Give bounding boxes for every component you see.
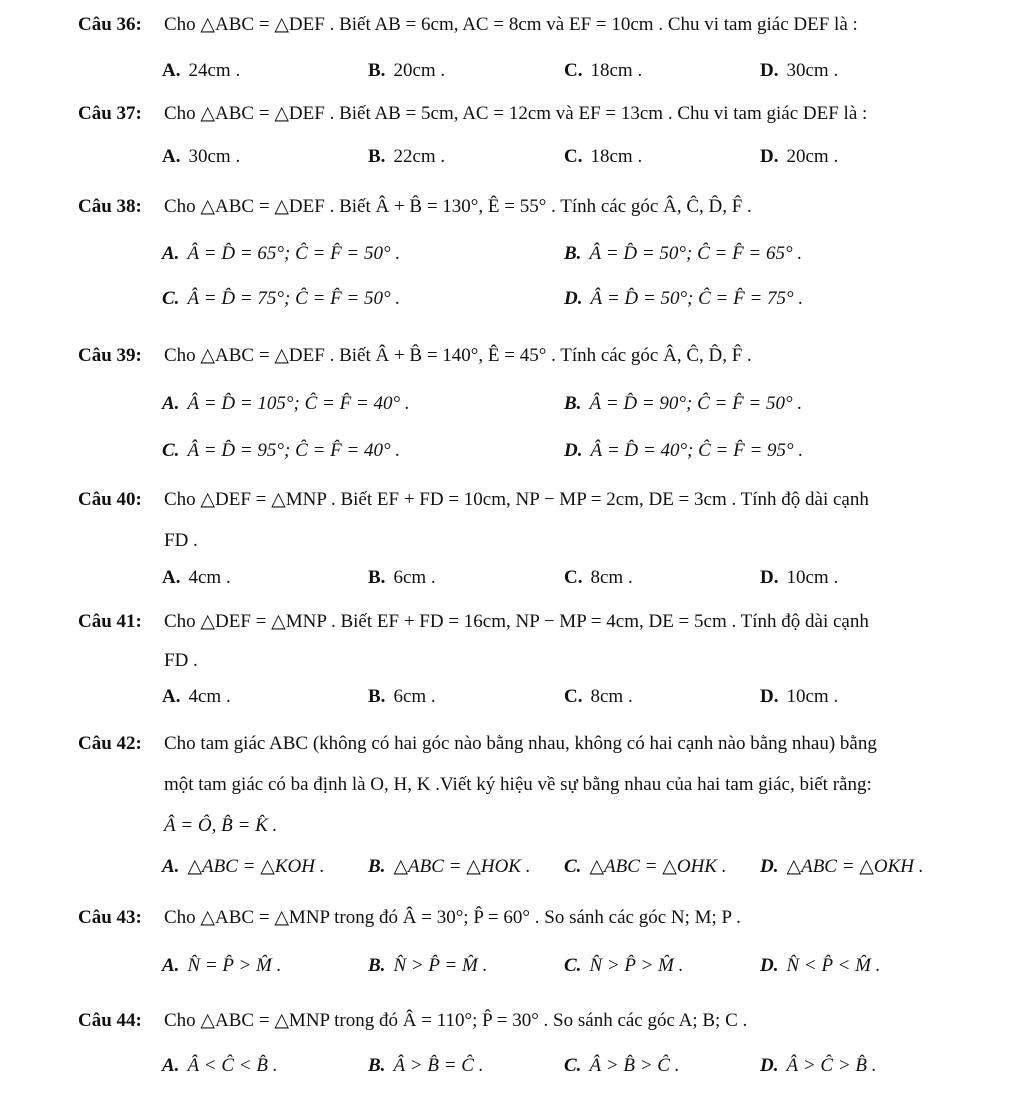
option-letter: B.: [564, 393, 582, 414]
option-text: 10cm .: [786, 567, 839, 588]
question-41: [78, 611, 972, 633]
question-label: Câu 38:: [78, 196, 142, 217]
option-letter: C.: [564, 146, 583, 167]
option-letter: B.: [368, 856, 386, 877]
option-letter: C.: [564, 60, 583, 81]
option-letter: B.: [368, 686, 386, 707]
option-text: N̂ > P̂ > M̂ .: [589, 955, 684, 976]
option-letter: C.: [564, 567, 583, 588]
option-letter: B.: [368, 567, 386, 588]
option-text: N̂ = P̂ > M̂ .: [187, 955, 282, 976]
option-d[interactable]: [760, 60, 838, 82]
question-label: Câu 43:: [78, 907, 142, 928]
question-text: một tam giác có ba định là O, H, K .Viết ký hiệu về sự bằng nhau của hai tam giác, biết rằng:: [164, 774, 872, 795]
option-c[interactable]: [564, 1055, 679, 1077]
option-text: Â = D̂ = 90°; Ĉ = F̂ = 50° .: [589, 393, 803, 414]
option-text: Â = D̂ = 50°; Ĉ = F̂ = 75° .: [590, 288, 804, 309]
question-40: [78, 489, 972, 511]
option-letter: A.: [162, 243, 180, 264]
option-text: Â = D̂ = 95°; Ĉ = F̂ = 40° .: [187, 440, 401, 461]
option-text: 10cm .: [786, 686, 839, 707]
option-b[interactable]: [368, 146, 445, 168]
question-text: Cho △ABC = △DEF . Biết AB = 5cm, AC = 12cm và EF = 13cm . Chu vi tam giác DEF là :: [164, 103, 868, 124]
option-text: 8cm .: [590, 686, 633, 707]
question-42: [78, 733, 972, 755]
option-b[interactable]: [564, 243, 802, 265]
option-letter: D.: [760, 1055, 779, 1076]
option-text: Â > B̂ = Ĉ .: [393, 1055, 484, 1076]
option-c[interactable]: [564, 567, 633, 589]
question-label: Câu 44:: [78, 1010, 142, 1031]
option-text: Â = D̂ = 40°; Ĉ = F̂ = 95° .: [590, 440, 804, 461]
option-text: 18cm .: [590, 146, 643, 167]
option-text: 8cm .: [590, 567, 633, 588]
question-40-cont: [78, 530, 972, 552]
option-letter: A.: [162, 567, 181, 588]
option-text: 4cm .: [188, 567, 231, 588]
option-letter: A.: [162, 393, 180, 414]
option-c[interactable]: [162, 288, 400, 310]
option-a[interactable]: [162, 686, 231, 708]
option-a[interactable]: [162, 856, 324, 878]
option-text: 20cm .: [393, 60, 446, 81]
option-b[interactable]: [564, 393, 802, 415]
question-label: Câu 37:: [78, 103, 142, 124]
question-41-cont: [78, 650, 972, 672]
option-letter: B.: [368, 60, 386, 81]
option-d[interactable]: [760, 567, 838, 589]
option-c[interactable]: [564, 146, 642, 168]
option-b[interactable]: [368, 60, 445, 82]
option-text: 6cm .: [393, 686, 436, 707]
option-c[interactable]: [564, 60, 642, 82]
option-letter: C.: [162, 440, 180, 461]
option-letter: D.: [760, 955, 779, 976]
option-c[interactable]: [564, 686, 633, 708]
question-label: Câu 39:: [78, 345, 142, 366]
option-d[interactable]: [760, 955, 880, 977]
question-text: Cho △ABC = △DEF . Biết Â + B̂ = 130°, Ê = 55° . Tính các góc Â, Ĉ, D̂, F̂ .: [164, 196, 752, 217]
question-text: Cho △ABC = △MNP trong đó Â = 30°; P̂ = 60° . So sánh các góc N; M; P .: [164, 907, 741, 928]
option-text: Â = D̂ = 50°; Ĉ = F̂ = 65° .: [589, 243, 803, 264]
option-text: △ABC = △OKH .: [786, 856, 924, 877]
option-text: Â = D̂ = 75°; Ĉ = F̂ = 50° .: [187, 288, 401, 309]
option-d[interactable]: [760, 686, 838, 708]
question-label: Câu 42:: [78, 733, 142, 754]
option-text: 30cm .: [786, 60, 839, 81]
option-text: N̂ < P̂ < M̂ .: [786, 955, 881, 976]
option-b[interactable]: [368, 567, 436, 589]
question-38: [78, 196, 972, 218]
question-text: Cho △ABC = △DEF . Biết Â + B̂ = 140°, Ê = 45° . Tính các góc Â, Ĉ, D̂, F̂ .: [164, 345, 752, 366]
option-text: Â = D̂ = 105°; Ĉ = F̂ = 40° .: [187, 393, 410, 414]
option-b[interactable]: [368, 856, 530, 878]
question-text: Cho △DEF = △MNP . Biết EF + FD = 10cm, NP − MP = 2cm, DE = 3cm . Tính độ dài cạnh: [164, 489, 869, 510]
option-letter: A.: [162, 955, 180, 976]
option-letter: B.: [368, 146, 386, 167]
option-text: 20cm .: [786, 146, 839, 167]
option-letter: D.: [564, 288, 583, 309]
question-36: [78, 14, 972, 36]
question-label: Câu 41:: [78, 611, 142, 632]
option-d[interactable]: [564, 440, 803, 462]
option-text: N̂ > P̂ = M̂ .: [393, 955, 488, 976]
option-d[interactable]: [760, 856, 924, 878]
option-text: △ABC = △OHK .: [589, 856, 727, 877]
option-letter: A.: [162, 1055, 180, 1076]
question-42-cont2: [78, 815, 972, 837]
option-a[interactable]: [162, 60, 240, 82]
option-b[interactable]: [368, 686, 436, 708]
question-label: Câu 40:: [78, 489, 142, 510]
question-37: [78, 103, 972, 125]
question-text: Cho △ABC = △MNP trong đó Â = 110°; P̂ = 30° . So sánh các góc A; B; C .: [164, 1010, 748, 1031]
option-letter: D.: [760, 60, 779, 81]
option-letter: C.: [564, 955, 582, 976]
option-letter: B.: [368, 955, 386, 976]
option-letter: B.: [368, 1055, 386, 1076]
option-text: 6cm .: [393, 567, 436, 588]
option-text: Â > Ĉ > B̂ .: [786, 1055, 877, 1076]
option-c[interactable]: [564, 856, 726, 878]
option-d[interactable]: [564, 288, 803, 310]
question-text: Â = Ô, B̂ = K̂ .: [164, 815, 278, 836]
option-a[interactable]: [162, 955, 281, 977]
option-text: 18cm .: [590, 60, 643, 81]
option-d[interactable]: [760, 1055, 877, 1077]
option-letter: C.: [564, 686, 583, 707]
option-text: △ABC = △HOK .: [393, 856, 531, 877]
option-letter: A.: [162, 146, 181, 167]
option-text: Â = D̂ = 65°; Ĉ = F̂ = 50° .: [187, 243, 401, 264]
question-text: FD .: [164, 650, 198, 671]
option-letter: A.: [162, 60, 181, 81]
option-letter: A.: [162, 686, 181, 707]
question-43: [78, 907, 972, 929]
question-text: FD .: [164, 530, 198, 551]
option-letter: D.: [760, 146, 779, 167]
option-text: 30cm .: [188, 146, 241, 167]
question-39: [78, 345, 972, 367]
option-text: 24cm .: [188, 60, 241, 81]
question-label: Câu 36:: [78, 14, 142, 35]
option-c[interactable]: [162, 440, 400, 462]
option-letter: B.: [564, 243, 582, 264]
option-a[interactable]: [162, 567, 231, 589]
option-letter: D.: [760, 567, 779, 588]
option-text: Â < Ĉ < B̂ .: [187, 1055, 278, 1076]
question-text: Cho △ABC = △DEF . Biết AB = 6cm, AC = 8cm và EF = 10cm . Chu vi tam giác DEF là :: [164, 14, 858, 35]
question-44: [78, 1010, 972, 1032]
option-text: 4cm .: [188, 686, 231, 707]
option-b[interactable]: [368, 1055, 483, 1077]
option-letter: C.: [564, 1055, 582, 1076]
question-42-cont: [78, 774, 972, 796]
question-text: Cho tam giác ABC (không có hai góc nào bằng nhau, không có hai cạnh nào bằng nhau) bằng: [164, 733, 877, 754]
option-c[interactable]: [564, 955, 683, 977]
option-a[interactable]: [162, 1055, 277, 1077]
option-text: Â > B̂ > Ĉ .: [589, 1055, 680, 1076]
option-d[interactable]: [760, 146, 838, 168]
option-letter: C.: [564, 856, 582, 877]
question-text: Cho △DEF = △MNP . Biết EF + FD = 16cm, NP − MP = 4cm, DE = 5cm . Tính độ dài cạnh: [164, 611, 869, 632]
option-letter: D.: [760, 856, 779, 877]
option-text: 22cm .: [393, 146, 446, 167]
option-letter: D.: [760, 686, 779, 707]
option-letter: C.: [162, 288, 180, 309]
option-b[interactable]: [368, 955, 487, 977]
option-letter: A.: [162, 856, 180, 877]
option-a[interactable]: [162, 393, 410, 415]
option-letter: D.: [564, 440, 583, 461]
option-a[interactable]: [162, 146, 240, 168]
option-text: △ABC = △KOH .: [187, 856, 325, 877]
option-a[interactable]: [162, 243, 400, 265]
